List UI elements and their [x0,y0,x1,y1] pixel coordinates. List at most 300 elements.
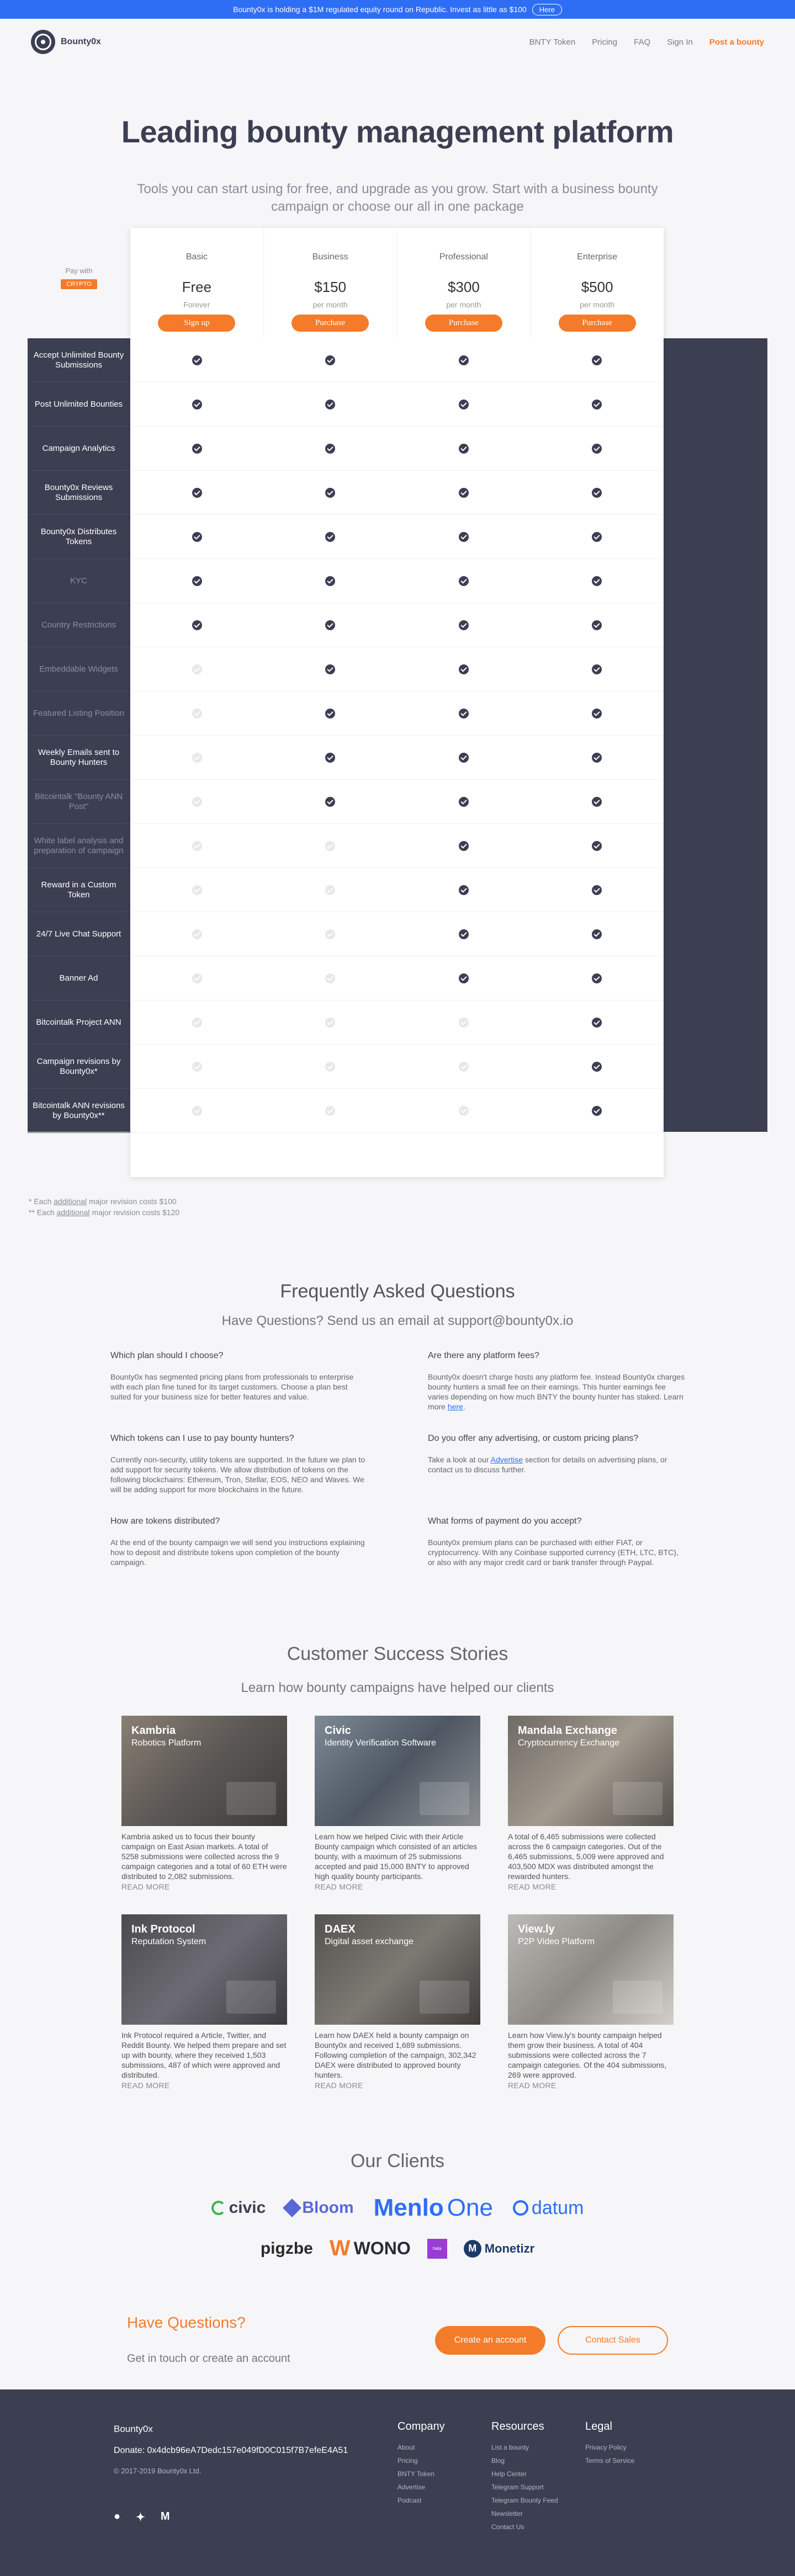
story-text: Learn how View.ly's bounty campaign helped them grow their business. A total of 404 submissions were collected across the 7 campaign categories. Of the 404 submissions, 269 were approved. [508,2031,667,2079]
story-name: Kambria [131,1725,176,1737]
feature-cell [397,515,531,559]
story-card-ink-protocol[interactable] [121,1914,287,2091]
note-text: major revision costs $120 [92,1208,180,1217]
feature-label: Bitcointalk "Bounty ANN Post" [28,780,130,824]
faq-subtitle: Have Questions? Send us an email at support@bounty0x.io [221,1313,574,1328]
footer-col-title: Company [398,2420,445,2433]
feature-cell [264,956,398,1000]
feature-cell [130,647,264,691]
footer-col-title: Resources [491,2420,544,2433]
page-title: Leading bounty management platform [121,114,674,149]
plan-price: $300 [447,279,480,295]
unavailable-icon [325,973,335,983]
feature-label: Bounty0x Distributes Tokens [28,515,130,559]
check-icon [459,488,469,498]
story-card-kambria[interactable] [121,1716,287,1892]
story-text: Learn how we helped Civic with their Article Bounty campaign which consisted of an articles bounty, with a maximum of 25 submissions accepted and paid 15,000 BNTY to approved high quality bounty participants. [315,1832,478,1881]
check-icon [459,532,469,542]
feature-cell [264,427,398,471]
civic-logo [211,2199,266,2217]
footer [0,2389,795,2576]
faq-item [428,1351,685,1412]
nav-links [529,38,764,47]
plan-name: Business [312,252,348,262]
check-icon [459,620,469,630]
footer-brand [114,2424,398,2576]
feature-cell [531,471,664,515]
unavailable-icon [459,1018,469,1028]
unavailable-icon [192,841,202,851]
footer-col-company [398,2420,491,2576]
feature-label: Reward in a Custom Token [28,868,130,912]
story-text: Learn how DAEX held a bounty campaign on Bounty0x and received 1,689 submissions. Following completion of the campaign, 302,342 DAEX were distributed to approved bounty hunters. [315,2031,476,2079]
faq-item [428,1434,685,1494]
feature-cell [531,1000,664,1045]
check-icon [192,576,202,586]
feature-cell [130,691,264,736]
feature-label: Banner Ad [28,956,130,1000]
faq-section [0,1281,795,1567]
check-icon [325,444,335,454]
feature-row [28,515,664,559]
footer-link[interactable]: Terms of Service [585,2457,635,2465]
feature-cell [130,603,264,647]
feature-cell [264,824,398,868]
feature-cell [397,868,531,912]
check-icon [325,355,335,365]
faq-question: Do you offer any advertising, or custom pricing plans? [428,1434,639,1443]
hero-subtitle: Tools you can start using for free, and upgrade as you grow. Start with a business bounty campaign or choose our all in one package [137,182,658,214]
plan-basic [130,228,264,338]
story-category: Robotics Platform [131,1738,202,1748]
footer-link[interactable]: Pricing [398,2457,418,2465]
check-icon [459,709,469,718]
check-icon [592,753,602,763]
pigzbe-logo [261,2239,313,2258]
clients-section [0,2151,795,2261]
check-icon [592,664,602,674]
faq-answer-text: Take a look at our [428,1455,489,1464]
feature-cell [397,338,531,382]
pay-with-label: Pay with [65,267,93,275]
clients-title: Our Clients [350,2151,445,2171]
story-text: A total of 6,465 submissions were collected across the 6 campaign categories. Out of the 6,465 submissions, 5,009 were approved and 403,500 MDX was distributed amongst the rewarded hunters. [508,1832,664,1881]
feature-label: White label analysis and preparation of campaign [28,824,130,868]
feature-cell [531,956,664,1000]
check-icon [592,1106,602,1116]
feature-cell [531,603,664,647]
feature-label: Accept Unlimited Bounty Submissions [28,338,130,382]
brand-logo[interactable] [31,30,101,54]
faq-answer: Bounty0x premium plans can be purchased with either FIAT, or cryptocurrency. With any Coinbase supported currency (ETH, LTC, BTC), or also with any major credit card or bank transfer through Paypal. [428,1538,679,1567]
purchase-enterprise-button[interactable]: Purchase [559,315,636,332]
feature-row [28,382,664,427]
feature-cell [531,559,664,603]
check-icon [325,576,335,586]
read-more-link[interactable]: READ MORE [315,1882,363,1891]
bounty0x-logo-icon [31,30,55,54]
unavailable-icon [192,885,202,895]
faq-answer-text: section for details on advertising plans, or contact us to discuss further. [428,1455,667,1474]
check-icon [592,797,602,807]
announcement-text: Bounty0x is holding a $1M regulated equity round on Republic. Invest as little as $100 [233,5,527,14]
feature-label: 24/7 Live Chat Support [28,912,130,956]
nav-link-pricing[interactable]: Pricing [592,37,618,47]
plan-period: per month [580,300,615,309]
create-account-button[interactable]: Create an account [435,2326,545,2355]
unavailable-icon [192,1062,202,1072]
story-image [315,1914,480,2025]
plan-price: Free [182,279,212,295]
feature-cell [397,912,531,956]
faq-item [110,1351,367,1412]
feature-cell [130,912,264,956]
pay-with [28,267,130,289]
advertise-link[interactable]: Advertise [490,1455,523,1464]
plan-headers [130,228,664,338]
nav-link-faq[interactable]: FAQ [634,37,651,47]
contact-buttons [435,2326,668,2355]
faq-grid [110,1351,685,1567]
unavailable-icon [192,1106,202,1116]
footer-brand-name: Bounty0x [114,2424,153,2434]
check-icon [459,400,469,409]
feature-cell [264,691,398,736]
note-text: ** Each [29,1208,55,1217]
feature-cell [130,515,264,559]
plan-price: $500 [581,279,613,295]
feature-cell [531,647,664,691]
note-link[interactable]: additional [54,1197,87,1206]
story-text: Kambria asked us to focus their bounty campaign on East Asian markets. A total of 5258 submissions were collected across the 9 campaign categories and a total of 60 ETH were distributed to 2,082 submissions. [121,1832,287,1881]
feature-cell [264,559,398,603]
feature-row [28,956,664,1000]
check-icon [325,488,335,498]
purchase-professional-button[interactable]: Purchase [425,315,502,332]
read-more-link[interactable]: READ MORE [121,1882,170,1891]
feature-cell [130,382,264,427]
feature-cell [397,956,531,1000]
client-logos-row-2 [0,2236,795,2261]
logo-text: One [447,2194,493,2221]
feature-cell [264,868,398,912]
check-icon [325,532,335,542]
footer-link[interactable]: Contact Us [491,2523,524,2531]
logo-text: pigzbe [260,2239,313,2258]
footer-link[interactable]: Podcast [398,2497,422,2504]
success-stories [0,1643,795,2091]
feature-cell [264,603,398,647]
story-category: Digital asset exchange [325,1937,414,1946]
check-icon [459,576,469,586]
monetizr-logo [464,2240,534,2258]
sign-up-button[interactable]: Sign up [158,315,235,332]
footer-link[interactable]: Telegram Support [491,2483,544,2491]
feature-label: Featured Listing Position [28,691,130,736]
feature-cell [264,647,398,691]
plan-period: per month [446,300,481,309]
faq-question: How are tokens distributed? [110,1516,220,1526]
logo-text: hata [432,2246,442,2251]
navbar [0,19,795,65]
plan-name: Basic [186,252,208,262]
story-name: Civic [325,1725,351,1737]
feature-label: KYC [28,559,130,603]
feature-cell [531,780,664,824]
feature-label: Campaign Analytics [28,427,130,471]
feature-label: Weekly Emails sent to Bounty Hunters [28,736,130,780]
pricing-table [0,228,795,1199]
check-icon [592,1062,602,1072]
plan-price: $150 [314,279,347,295]
faq-question: Which plan should I choose? [110,1351,224,1360]
feature-cell [531,427,664,471]
feature-row [28,736,664,780]
feature-cell [130,1000,264,1045]
check-icon [592,620,602,630]
feature-cell [264,1045,398,1089]
footer-link[interactable]: Newsletter [491,2510,523,2518]
story-name: DAEX [325,1923,356,1935]
faq-item [110,1434,367,1494]
wono-logo-icon: W [329,2236,351,2260]
story-image [508,1914,674,2025]
story-card-mandala[interactable] [508,1716,674,1892]
check-icon [592,444,602,454]
logo-text: Bloom [302,2199,354,2217]
faq-item [110,1516,367,1567]
contact-sales-button[interactable]: Contact Sales [558,2326,668,2355]
bloom-logo [285,2199,353,2217]
logo-text: Menlo [373,2194,444,2221]
check-icon [192,532,202,542]
plan-professional [398,228,531,338]
story-name: Mandala Exchange [518,1725,618,1737]
feature-row [28,559,664,603]
feature-label: Post Unlimited Bounties [28,382,130,427]
feature-cell [397,780,531,824]
feature-label: Bitcointalk ANN revisions by Bounty0x** [28,1089,130,1133]
plan-enterprise [531,228,664,338]
story-name: View.ly [518,1923,555,1935]
civic-logo-icon [211,2201,226,2215]
footer-link[interactable]: Help Center [491,2470,527,2478]
feature-cell [397,1000,531,1045]
feature-cell [397,1089,531,1133]
story-image [121,1914,287,2025]
feature-row [28,1089,664,1133]
check-icon [325,753,335,763]
feature-cell [130,427,264,471]
plan-name: Enterprise [577,252,618,262]
feature-cell [531,1045,664,1089]
story-category: Reputation System [131,1937,206,1946]
faq-answer [428,1455,685,1475]
monetizr-logo-icon: M [464,2240,481,2258]
faq-question: Which tokens can I use to pay bounty hunters? [110,1434,294,1443]
feature-cell [531,1089,664,1133]
unavailable-icon [192,929,202,939]
wono-logo [330,2236,411,2261]
feature-cell [397,1045,531,1089]
contact-title: Have Questions? [127,2314,246,2331]
footer-link[interactable]: List a bounty [491,2444,529,2451]
faq-answer [428,1372,685,1412]
announcement-button[interactable]: Here [532,4,562,15]
unavailable-icon [325,1062,335,1072]
check-icon [459,355,469,365]
feature-row [28,780,664,824]
feature-cell [397,603,531,647]
copyright: © 2017-2019 Bounty0x Ltd. [114,2467,202,2475]
feature-row [28,824,664,868]
feature-cell [264,515,398,559]
footer-link[interactable]: Privacy Policy [585,2444,627,2451]
check-icon [192,400,202,409]
unavailable-icon [192,973,202,983]
crypto-toggle[interactable]: CRYPTO [61,279,97,289]
read-more-link[interactable]: READ MORE [508,1882,556,1891]
footer-col-legal [585,2420,679,2576]
check-icon [325,400,335,409]
unavailable-icon [192,753,202,763]
unavailable-icon [459,1062,469,1072]
social-links [114,2510,398,2524]
feature-cell [264,382,398,427]
feature-cell [130,1045,264,1089]
feature-label: Bounty0x Reviews Submissions [28,471,130,515]
check-icon [592,1018,602,1028]
feature-rows [28,338,664,1133]
unavailable-icon [192,709,202,718]
check-icon [192,444,202,454]
story-card-daex[interactable] [315,1914,480,2091]
check-icon [459,885,469,895]
feature-cell [264,780,398,824]
feature-row [28,338,664,382]
feature-cell [264,1000,398,1045]
note-link[interactable]: additional [56,1208,90,1217]
check-icon [459,841,469,851]
feature-cell [531,868,664,912]
learn-more-link[interactable]: here [447,1402,463,1411]
footer-link[interactable]: Telegram Bounty Feed [491,2497,558,2504]
feature-row [28,1000,664,1045]
faq-item [428,1516,685,1567]
nav-link-bnty-token[interactable]: BNTY Token [529,37,576,47]
faq-answer: Currently non-security, utility tokens are supported. In the future we plan to add support for security tokens. We allow distribution of tokens on the following blockchains: Ethereum, Tron, Stellar, EOS, NEO and Waves. We will be adding support for more blockchains in the future. [110,1455,365,1494]
feature-cell [264,1089,398,1133]
datum-logo [513,2197,584,2219]
datum-logo-icon [513,2200,528,2216]
reddit-icon[interactable]: ● [114,2510,121,2522]
feature-cell [397,647,531,691]
note-text: * Each [29,1197,52,1206]
faq-answer: Bounty0x has segmented pricing plans from professionals to enterprise with each plan fine tuned for its target customers. Choose a plan best suited for your business size for better features and value. [110,1372,354,1401]
revision-note-2 [29,1207,766,1218]
check-icon [192,488,202,498]
feature-cell [264,338,398,382]
read-more-link[interactable]: READ MORE [121,2081,170,2090]
feature-label: Country Restrictions [28,603,130,647]
story-cards [121,1716,674,2091]
unavailable-icon [459,1106,469,1116]
faq-answer-text: . [463,1402,465,1411]
footer-link[interactable]: Advertise [398,2483,426,2491]
post-bounty-button[interactable]: Post a bounty [709,37,764,47]
unavailable-icon [325,885,335,895]
story-category: Identity Verification Software [325,1738,436,1748]
feature-cell [264,912,398,956]
story-category: P2P Video Platform [518,1937,595,1946]
feature-cell [130,1089,264,1133]
feature-cell [397,471,531,515]
note-text: major revision costs $100 [88,1197,177,1206]
feature-cell [397,382,531,427]
faq-answer-text: Bounty0x doesn't charge hosts any platform fee. Instead Bounty0x charges bounty hunters a small fee on their earnings. This hunter earnings fee varies depending on how much BNTY the bounty hunter has staked. Learn more [428,1372,685,1411]
client-logos-row-1 [0,2194,795,2222]
story-image [508,1716,674,1826]
medium-icon[interactable]: M [160,2510,170,2522]
pricing-notes [0,1196,795,1218]
check-icon [592,355,602,365]
hata-logo [427,2239,447,2259]
feature-row [28,471,664,515]
feature-cell [130,338,264,382]
brand-name: Bounty0x [61,37,101,46]
footer-link[interactable]: About [398,2444,415,2451]
check-icon [592,576,602,586]
feature-row [28,427,664,471]
feature-cell [531,824,664,868]
check-icon [459,444,469,454]
check-icon [592,929,602,939]
nav-link-sign-in[interactable]: Sign In [667,37,693,47]
plan-period: Forever [183,300,210,309]
story-image [121,1716,287,1826]
feature-cell [397,691,531,736]
feature-cell [130,956,264,1000]
story-card-viewly[interactable] [508,1914,674,2091]
check-icon [192,355,202,365]
read-more-link[interactable]: READ MORE [508,2081,556,2090]
feature-label: Bitcointalk Project ANN [28,1000,130,1045]
footer-link[interactable]: BNTY Token [398,2470,434,2478]
story-image [315,1716,480,1826]
feature-cell [264,471,398,515]
feature-label: Campaign revisions by Bounty0x* [28,1045,130,1089]
twitter-icon[interactable]: ✦ [136,2511,145,2524]
contact-subtitle: Get in touch or create an account [127,2353,290,2365]
feature-cell [531,382,664,427]
story-card-civic[interactable] [315,1716,480,1892]
unavailable-icon [325,1106,335,1116]
feature-cell [531,912,664,956]
plan-period: per month [312,300,348,309]
check-icon [459,753,469,763]
purchase-business-button[interactable]: Purchase [292,315,369,332]
check-icon [592,841,602,851]
feature-cell [397,559,531,603]
footer-link[interactable]: Blog [491,2457,505,2465]
check-icon [592,885,602,895]
faq-question: Are there any platform fees? [428,1351,539,1360]
read-more-link[interactable]: READ MORE [315,2081,363,2090]
feature-cell [264,736,398,780]
announcement-bar [0,0,795,19]
feature-row [28,647,664,691]
check-icon [592,532,602,542]
